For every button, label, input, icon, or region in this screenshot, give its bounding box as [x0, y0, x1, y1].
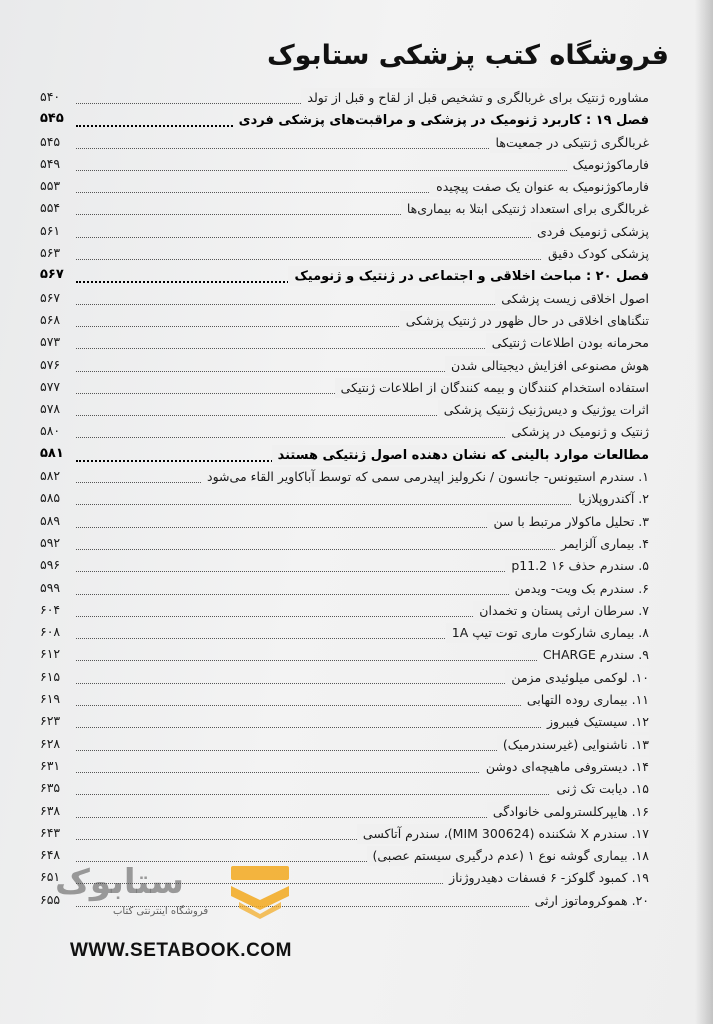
toc-page-number: ۵۴۵ [40, 133, 61, 149]
toc-entry-title: ژنتیک و ژنومیک در پزشکی [511, 424, 649, 440]
toc-entry-title: اصول اخلاقی زیست پزشکی [501, 290, 649, 306]
toc-page-number: ۶۳۸ [40, 802, 61, 818]
toc-page-number: ۶۲۸ [40, 735, 61, 751]
toc-entry-title: ۶. سندرم بک ویت- ویدمن [514, 580, 649, 596]
toc-page-number: ۶۱۹ [40, 691, 61, 707]
toc-title-box [367, 846, 650, 866]
toc-entry-title: غربالگری برای استعداد ژنتیکی ابتلا به بیماری‌ها [406, 201, 649, 217]
toc-title-box [550, 779, 649, 799]
toc-row [0, 690, 713, 712]
toc-row [0, 891, 713, 913]
toc-row [0, 467, 713, 489]
toc-title-box [272, 445, 649, 465]
toc-entry-title: ۱۹. کمبود گلوکز- ۶ فسفات دهیدروژناز [449, 870, 649, 886]
toc-row [0, 400, 713, 422]
toc-page-number: ۵۹۹ [40, 579, 61, 595]
toc-entry-title: ۱۴. دیستروفی ماهیچه‌ای دوشن [485, 758, 649, 774]
toc-row [0, 601, 713, 623]
toc-entry-title: ۷. سرطان ارثی پستان و تخمدان [479, 602, 649, 618]
toc-page-number: ۶۱۲ [40, 646, 61, 662]
toc-page-number: ۶۳۵ [40, 780, 61, 796]
toc-row [0, 779, 713, 801]
toc-row [0, 512, 713, 534]
toc-chapter-row [0, 266, 713, 288]
toc-row [0, 489, 713, 511]
toc-page-number: ۶۴۸ [40, 847, 61, 863]
toc-title-box [443, 868, 649, 888]
toc-page-number: ۶۳۱ [40, 757, 61, 773]
toc-row [0, 199, 713, 221]
toc-title-box [400, 311, 649, 331]
toc-page-number: ۵۹۶ [40, 557, 61, 573]
toc-page-number: ۵۸۵ [40, 490, 61, 506]
toc-title-box [542, 244, 649, 264]
toc-entry-title: هوش مصنوعی افزایش دیجیتالی شدن [451, 357, 649, 373]
toc-title-box [480, 757, 649, 777]
toc-entry-title: ۱۲. سیستیک فیبروز [547, 714, 649, 730]
toc-row [0, 802, 713, 824]
store-title: فروشگاه کتب پزشکی ستابوک [266, 40, 669, 71]
toc-row [0, 155, 713, 177]
toc-title-box [288, 266, 649, 286]
toc-row [0, 579, 713, 601]
dotted-leader [76, 504, 649, 505]
toc-entry-title: ۱. سندرم استیونس- جانسون / نکرولیز اپیدرمی سمی که توسط آباکاویر القاء می‌شود [207, 469, 649, 485]
toc-entry-title: ۲۰. هموکروماتوز ارثی [534, 892, 649, 908]
toc-entry-title: ۱۶. هایپرکلسترولمی خانوادگی [492, 803, 649, 819]
toc-chapter-row [0, 445, 713, 467]
toc-title-box [541, 712, 649, 732]
toc-title-box [487, 512, 649, 532]
toc-title-box [497, 735, 649, 755]
toc-row [0, 645, 713, 667]
watermark-url: WWW.SETABOOK.COM [70, 940, 292, 961]
toc-entry-title: غربالگری ژنتیکی در جمعیت‌ها [495, 134, 649, 150]
toc-page-number: ۶۴۳ [40, 824, 61, 840]
toc-title-box [473, 601, 649, 621]
toc-title-box [567, 155, 649, 175]
toc-row [0, 712, 713, 734]
toc-row [0, 356, 713, 378]
toc-entry-title: تنگناهای اخلاقی در حال ظهور در ژنتیک پزشکی [405, 312, 649, 328]
toc-row [0, 623, 713, 645]
toc-entry-title: ۱۵. دیابت تک ژنی [556, 781, 649, 797]
toc-row [0, 556, 713, 578]
toc-title-box [521, 690, 649, 710]
toc-title-box [430, 177, 649, 197]
table-of-contents [0, 88, 713, 913]
toc-entry-title: ۹. سندرم CHARGE [542, 647, 649, 663]
toc-title-box [438, 400, 649, 420]
toc-entry-title: مشاوره ژنتیک برای غربالگری و تشخیص قبل از لقاح و قبل از تولد [307, 90, 649, 105]
toc-title-box [572, 489, 649, 509]
toc-entry-title: محرمانه بودن اطلاعات ژنتیکی [491, 335, 649, 351]
toc-title-box [495, 289, 649, 309]
toc-page-number: ۶۱۵ [40, 668, 61, 684]
toc-entry-title: ۱۰. لوکمی میلوئیدی مزمن [511, 669, 649, 685]
toc-page-number: ۶۲۳ [40, 713, 61, 729]
toc-row [0, 133, 713, 155]
toc-page-number: ۵۴۹ [40, 155, 61, 171]
toc-title-box [505, 422, 649, 442]
toc-row [0, 846, 713, 868]
toc-title-box [531, 222, 649, 242]
toc-row [0, 824, 713, 846]
toc-title-box [529, 891, 649, 911]
toc-page-number: ۵۸۰ [40, 423, 61, 439]
toc-row [0, 422, 713, 444]
toc-page-number: ۵۴۰ [40, 89, 61, 104]
toc-row [0, 333, 713, 355]
toc-entry-title: ۸. بیماری شارکوت ماری توت تیپ 1A [451, 625, 649, 641]
toc-entry-title: ۳. تحلیل ماکولار مرتبط با سن [493, 513, 649, 529]
toc-row [0, 222, 713, 244]
toc-title-box [446, 623, 649, 643]
toc-row [0, 289, 713, 311]
toc-page-number: ۵۵۳ [40, 178, 61, 194]
toc-row [0, 378, 713, 400]
toc-entry-title: ۱۱. بیماری روده التهابی [526, 692, 649, 708]
toc-page-number: ۶۰۸ [40, 624, 61, 640]
toc-entry-title: فارماکوژنومیک [572, 156, 649, 172]
toc-page-number: ۵۴۵ [40, 111, 64, 127]
toc-title-box [490, 133, 649, 153]
toc-row [0, 668, 713, 690]
toc-page-number: ۵۹۲ [40, 534, 61, 550]
toc-page-number: ۵۶۱ [40, 222, 61, 238]
toc-title-box [335, 378, 649, 398]
toc-page-number: ۵۸۱ [40, 445, 64, 461]
toc-entry-title: مطالعات موارد بالینی که نشان دهنده اصول ژنتیکی هستند [277, 447, 649, 463]
toc-entry-title: ۴. بیماری آلزایمر [561, 535, 649, 551]
toc-entry-title: ۱۷. سندرم X شکننده (MIM 300624)، سندرم آتاکسی [362, 825, 649, 841]
toc-page-number: ۵۶۷ [40, 267, 64, 283]
toc-title-box [509, 579, 649, 599]
toc-page-number: ۵۵۴ [40, 200, 61, 216]
toc-entry-title: ۱۸. بیماری گوشه نوع ۱ (عدم درگیری سیستم عصبی) [372, 848, 649, 864]
toc-entry-title: ۱۳. ناشنوایی (غیرسندرمیک) [502, 736, 649, 752]
dotted-leader [76, 170, 649, 171]
toc-row [0, 735, 713, 757]
toc-row [0, 868, 713, 890]
toc-title-box [201, 467, 649, 487]
toc-row [0, 88, 713, 110]
toc-title-box [357, 824, 649, 844]
toc-title-box [555, 534, 649, 554]
toc-page-number: ۵۶۸ [40, 311, 61, 327]
toc-title-box [505, 556, 649, 576]
toc-entry-title: فارماکوژنومیک به عنوان یک صفت پیچیده [436, 179, 649, 195]
watermark-subtitle: فروشگاه اینترنتی کتاب [113, 906, 209, 917]
toc-entry-title: فصل ۱۹ : کاربرد ژنومیک در پزشکی و مراقبت‌های پزشکی فردی [238, 113, 649, 129]
toc-entry-title: اثرات یوژنیک و دیس‌ژنیک ژنتیک پزشکی [443, 402, 649, 418]
toc-page-number: ۶۵۱ [40, 869, 61, 885]
toc-chapter-row [0, 110, 713, 132]
toc-title-box [301, 88, 649, 108]
toc-page-number: ۶۵۵ [40, 891, 61, 907]
toc-page-number: ۶۰۴ [40, 601, 61, 617]
toc-row [0, 534, 713, 556]
toc-page-number: ۵۸۹ [40, 512, 61, 528]
toc-title-box [233, 110, 649, 130]
toc-entry-title: ۲. آکندروپلازیا [578, 491, 649, 507]
toc-entry-title: پزشکی ژنومیک فردی [537, 223, 649, 239]
toc-row [0, 244, 713, 266]
toc-entry-title: فصل ۲۰ : مباحث اخلاقی و اجتماعی در ژنتیک و ژنومیک [294, 269, 649, 285]
toc-page-number: ۵۶۷ [40, 289, 61, 305]
toc-title-box [505, 668, 649, 688]
toc-page-number: ۵۶۳ [40, 245, 61, 261]
toc-page-number: ۵۸۲ [40, 468, 61, 484]
toc-entry-title: استفاده استخدام کنندگان و بیمه کنندگان از اطلاعات ژنتیکی [340, 379, 649, 395]
toc-row [0, 757, 713, 779]
toc-title-box [486, 333, 649, 353]
watermark-name: ستابوک [55, 862, 184, 902]
toc-page-number: ۵۷۷ [40, 378, 61, 394]
toc-entry-title: پزشکی کودک دقیق [547, 246, 649, 262]
toc-row [0, 177, 713, 199]
toc-page-number: ۵۷۶ [40, 356, 61, 372]
toc-title-box [445, 356, 649, 376]
toc-page-number: ۵۷۸ [40, 401, 61, 417]
toc-title-box [537, 645, 649, 665]
toc-row [0, 311, 713, 333]
toc-title-box [487, 802, 649, 822]
toc-title-box [401, 199, 649, 219]
toc-entry-title: ۵. سندرم حذف ۱۶ p11.2 [511, 558, 649, 574]
toc-page-number: ۵۷۳ [40, 334, 61, 350]
